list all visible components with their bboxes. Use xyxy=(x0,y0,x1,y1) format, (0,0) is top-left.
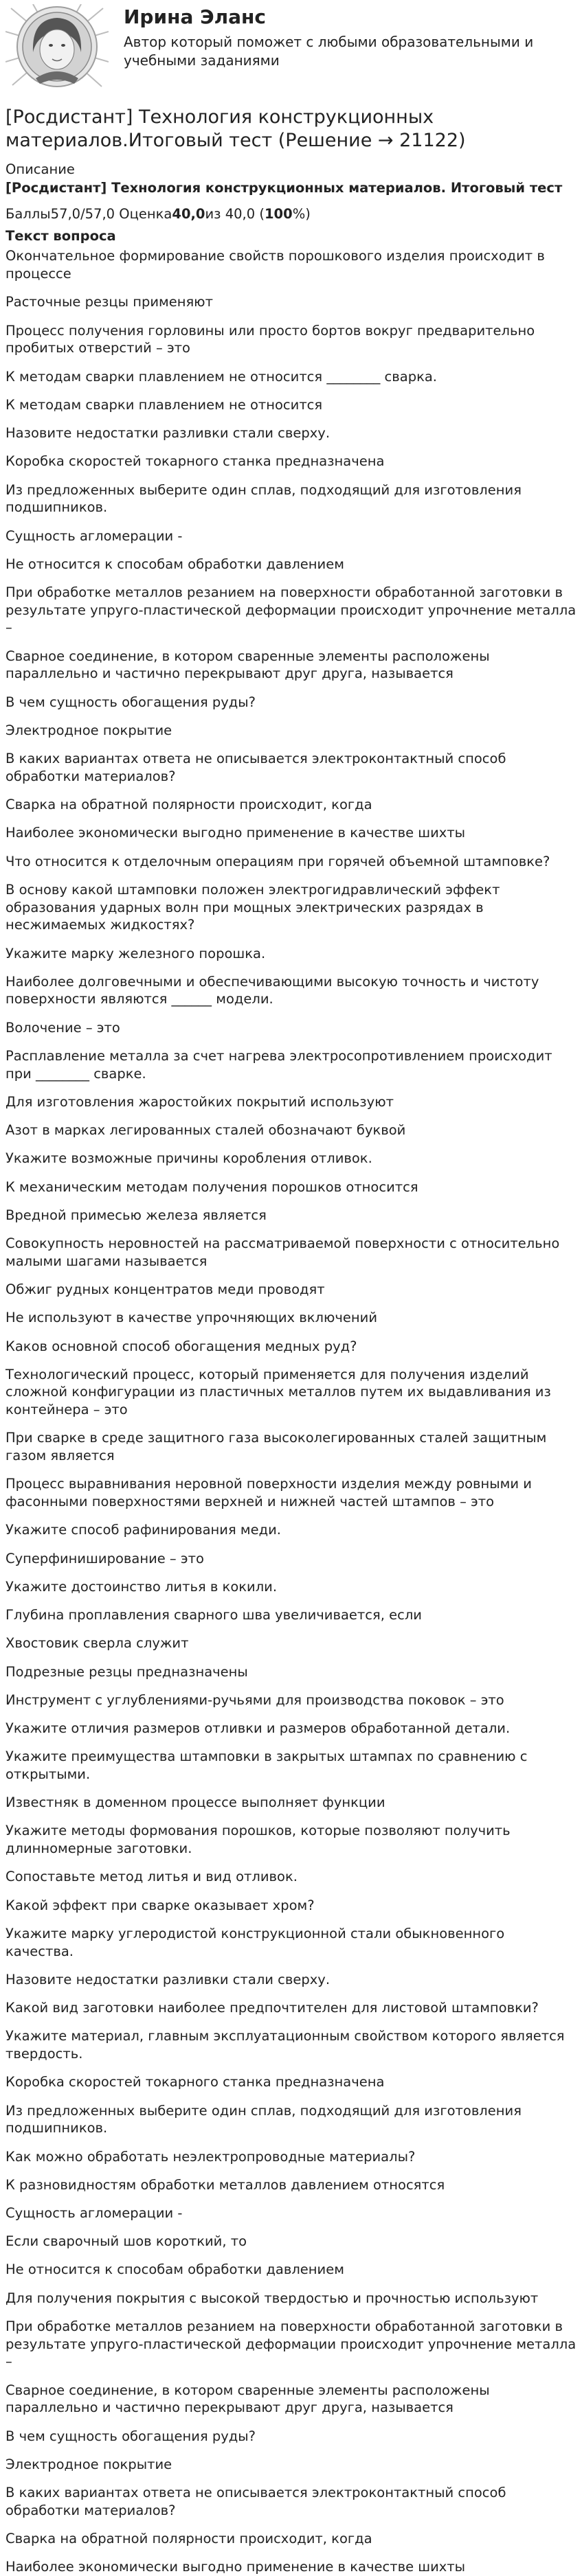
question-item: Коробка скоростей токарного станка предназначена xyxy=(5,453,385,470)
author-card xyxy=(5,0,577,96)
question-item: К методам сварки плавлением не относится xyxy=(5,396,323,413)
question-item: Глубина проплавления сварного шва увеличивается, если xyxy=(5,1607,422,1623)
question-item: Из предложенных выберите один сплав, подходящий для изготовления подшипников. xyxy=(5,2102,522,2136)
question-item: Укажите методы формования порошков, которые позволяют получить длинномерные заготовки. xyxy=(5,1823,511,1857)
question-item: Коробка скоростей токарного станка предназначена xyxy=(5,2074,385,2090)
question-item: Наиболее экономически выгодно применение в качестве шихты xyxy=(5,2559,466,2575)
question-item: Укажите преимущества штамповки в закрытых штампах по сравнению с открытыми. xyxy=(5,1748,528,1782)
question-item: К разновидностям обработки металлов давлением относятся xyxy=(5,2176,445,2193)
question-item: Из предложенных выберите один сплав, подходящий для изготовления подшипников. xyxy=(5,481,522,516)
grade-value: 40,0 xyxy=(172,205,205,222)
question-item: Расплавление металла за счет нагрева электросопротивлением происходит при ________ сварке. xyxy=(5,1047,552,1082)
question-item: Наиболее экономически выгодно применение в качестве шихты xyxy=(5,825,466,841)
question-item: В чем сущность обогащения руды? xyxy=(5,694,256,710)
question-item: Расточные резцы применяют xyxy=(5,294,213,310)
question-item: Инструмент с углублениями-ручьями для производства поковок – это xyxy=(5,1691,504,1708)
question-item: К методам сварки плавлением не относится ________ сварка. xyxy=(5,368,437,385)
question-item: Не используют в качестве упрочняющих включений xyxy=(5,1310,378,1326)
question-item: Укажите материал, главным эксплуатационным свойством которого является твердость. xyxy=(5,2028,565,2062)
question-item: Укажите возможные причины коробления отливок. xyxy=(5,1150,372,1167)
question-item: Назовите недостатки разливки стали сверху. xyxy=(5,425,331,442)
question-item: Сварное соединение, в котором сваренные элементы расположены параллельно и частично перекрывают друг друга, называется xyxy=(5,2382,490,2416)
question-item: Каков основной способ обогащения медных руд? xyxy=(5,1338,357,1354)
question-item: Обжиг рудных концентратов меди проводят xyxy=(5,1281,325,1298)
grade-percent: 100 xyxy=(264,205,293,222)
question-item: При обработке металлов резанием на поверхности обработанной заготовки в результате упруго-пластической деформации происходит упрочнение металла – xyxy=(5,2318,577,2370)
description-label: Описание xyxy=(5,161,75,177)
author-portrait-icon[interactable] xyxy=(5,4,109,89)
points-label: Баллы xyxy=(5,205,51,222)
question-item: Сопоставьте метод литья и вид отливок. xyxy=(5,1869,298,1885)
author-description: Автор который поможет с любыми образовательными и учебными заданиями xyxy=(124,33,534,69)
question-item: Какой вид заготовки наиболее предпочтителен для листовой штамповки? xyxy=(5,2000,539,2016)
question-item: Укажите достоинство литья в кокили. xyxy=(5,1578,278,1595)
question-item: Электродное покрытие xyxy=(5,722,172,738)
question-item: Укажите марку углеродистой конструкционной стали обыкновенного качества. xyxy=(5,1925,505,1959)
question-item: Волочение – это xyxy=(5,1019,120,1036)
question-item: Азот в марках легированных сталей обозначают буквой xyxy=(5,1122,406,1139)
question-item: Укажите марку железного порошка. xyxy=(5,945,266,961)
question-item: При обработке металлов резанием на поверхности обработанной заготовки в результате упруго-пластической деформации происходит упрочнение металла – xyxy=(5,584,577,636)
question-item: Совокупность неровностей на рассматриваемой поверхности с относительно малыми шагами называется xyxy=(5,1235,560,1269)
question-item: Известняк в доменном процессе выполняет функции xyxy=(5,1794,385,1811)
question-item: Суперфиниширование – это xyxy=(5,1550,204,1566)
question-item: Укажите способ рафинирования меди. xyxy=(5,1522,281,1538)
question-item: Что относится к отделочным операциям при горячей объемной штамповке? xyxy=(5,853,550,869)
question-item: Технологический процесс, который применяется для получения изделий сложной конфигурации из пластичных металлов путем их выдавливания из контейнера – это xyxy=(5,1366,551,1418)
question-item: Для изготовления жаростойких покрытий используют xyxy=(5,1093,394,1110)
question-item: Не относится к способам обработки давлением xyxy=(5,2261,344,2278)
question-item: Сварка на обратной полярности происходит, когда xyxy=(5,2531,372,2547)
question-item: Для получения покрытия с высокой твердостью и прочностью используют xyxy=(5,2290,539,2306)
question-item: Вредной примесью железа является xyxy=(5,1207,267,1223)
question-item: В каких вариантах ответа не описывается электроконтактный способ обработки материалов? xyxy=(5,751,506,784)
question-item: В чем сущность обогащения руды? xyxy=(5,2428,256,2444)
question-item: Сущность агломерации - xyxy=(5,2204,183,2221)
question-item: Электродное покрытие xyxy=(5,2456,172,2472)
question-item: Как можно обработать неэлектропроводные материалы? xyxy=(5,2148,416,2165)
question-item: Не относится к способам обработки давлением xyxy=(5,556,344,572)
question-item: К механическим методам получения порошков относится xyxy=(5,1178,418,1195)
author-text xyxy=(124,4,577,70)
question-list xyxy=(5,247,577,2576)
points-value: 57,0/57,0 xyxy=(50,205,115,222)
question-item: Процесс выравнивания неровной поверхности изделия между ровными и фасонными поверхностями верхней и нижней частей штампов – это xyxy=(5,1476,532,1510)
question-item: Какой эффект при сварке оказывает хром? xyxy=(5,1897,315,1913)
grade-of: из 40,0 xyxy=(205,205,256,222)
document-heading: [Росдистант] Технология конструкционных материалов. Итоговый тест xyxy=(5,180,563,196)
questions-title: Текст вопроса xyxy=(5,227,116,244)
author-name[interactable]: Ирина Эланс xyxy=(124,5,266,28)
question-item: При сварке в среде защитного газа высоколегированных сталей защитным газом является xyxy=(5,1430,547,1464)
question-item: Подрезные резцы предназначены xyxy=(5,1663,248,1680)
question-item: Окончательное формирование свойств порошкового изделия происходит в процессе xyxy=(5,248,545,282)
grade-label: Оценка xyxy=(119,205,172,222)
question-item: Укажите отличия размеров отливки и размеров обработанной детали. xyxy=(5,1720,511,1737)
question-item: Сварка на обратной полярности происходит, когда xyxy=(5,797,372,813)
question-item: Сущность агломерации - xyxy=(5,527,183,544)
question-item: Наиболее долговечными и обеспечивающими высокую точность и чистоту поверхности являются ______ модели. xyxy=(5,973,539,1007)
question-item: Если сварочный шов короткий, то xyxy=(5,2233,247,2250)
document-title: [Росдистант] Технология конструкционных материалов.Итоговый тест (Решение → 21122) xyxy=(5,106,466,151)
question-item: В каких вариантах ответа не описывается электроконтактный способ обработки материалов? xyxy=(5,2485,506,2518)
scores-line: Баллы57,0/57,0 Оценка40,0из 40,0 (100%) xyxy=(5,205,311,222)
question-item: Процесс получения горловины или просто бортов вокруг предварительно пробитых отверстий – это xyxy=(5,322,535,356)
question-item: Сварное соединение, в котором сваренные элементы расположены параллельно и частично перекрывают друг друга, называется xyxy=(5,648,490,682)
question-item: Назовите недостатки разливки стали сверху. xyxy=(5,1971,331,1987)
question-item: В основу какой штамповки положен электрогидравлический эффект образования ударных волн при мощных электрических разрядах в несжимаемых жидкостях? xyxy=(5,881,500,933)
question-item: Хвостовик сверла служит xyxy=(5,1635,189,1652)
